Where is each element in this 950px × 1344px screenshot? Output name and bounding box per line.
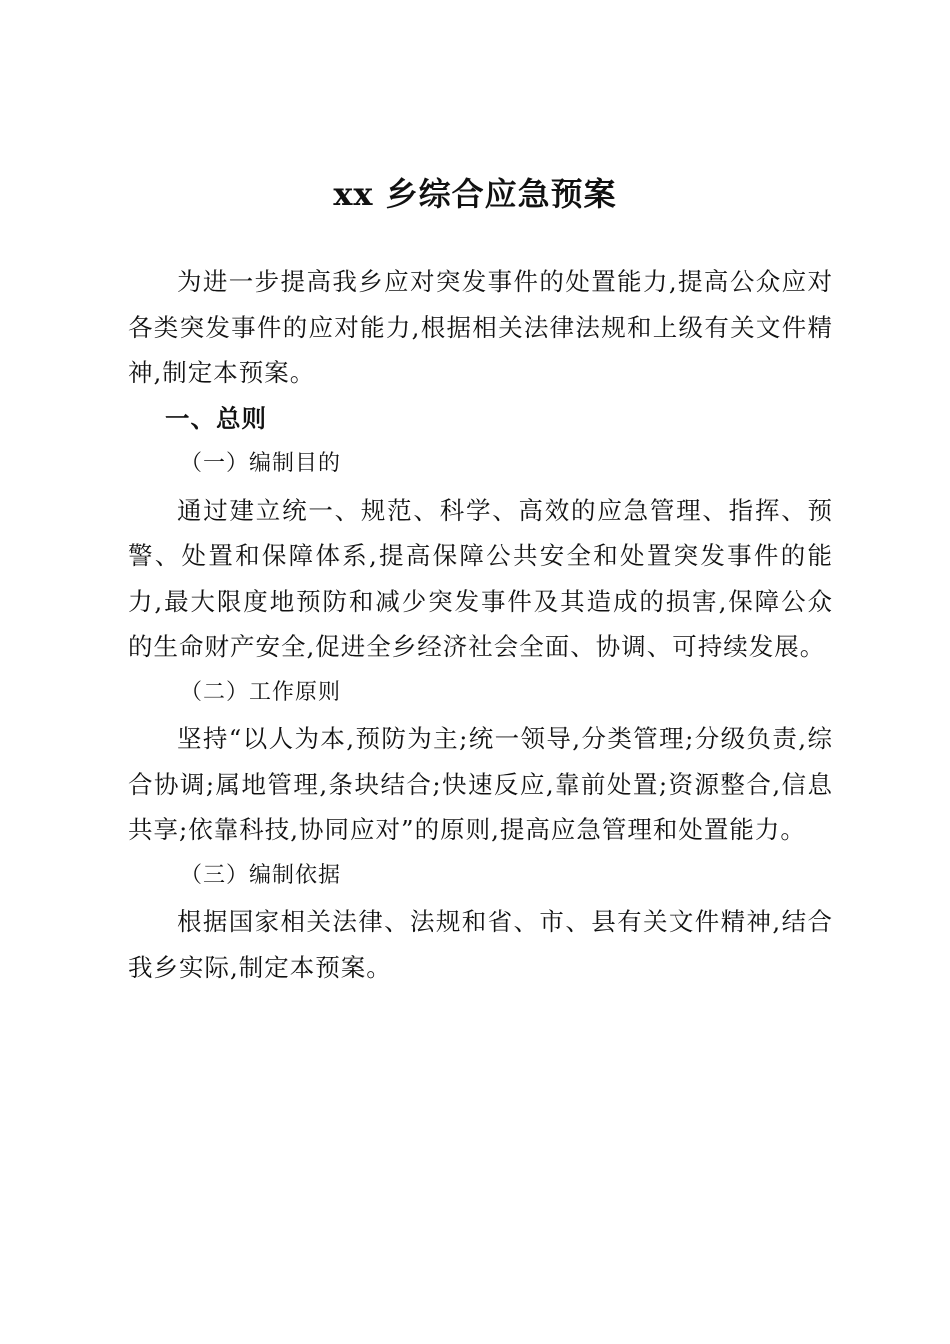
intro-paragraph: 为进一步提高我乡应对突发事件的处置能力,提高公众应对各类突发事件的应对能力,根据相关法律法规和上级有关文件精神,制定本预案。 [128,267,833,387]
document-body [128,259,833,990]
subsection-heading-purpose: （一）编制目的 [180,451,342,476]
principles-paragraph: 坚持“以人为本,预防为主;统一领导,分类管理;分级负责,综合协调;属地管理,条块结合;快速反应,靠前处置;资源整合,信息共享;依靠科技,协同应对”的原则,提高应急管理和处置能力。 [128,724,833,844]
document-title: xx 乡综合应急预案 [333,175,617,213]
basis-paragraph: 根据国家相关法律、法规和省、市、县有关文件精神,结合我乡实际,制定本预案。 [128,907,833,982]
section-heading-general: 一、总则 [165,403,267,433]
subsection-heading-principles: （二）工作原则 [180,679,342,705]
purpose-paragraph: 通过建立统一、规范、科学、高效的应急管理、指挥、预警、处置和保障体系,提高保障公共安全和处置突发事件的能力,最大限度地预防和减少突发事件及其造成的损害,保障公众的生命财产安全,促进全乡经济社会全面、协调、可持续发展。 [128,495,833,661]
subsection-heading-basis: （三）编制依据 [180,862,342,888]
